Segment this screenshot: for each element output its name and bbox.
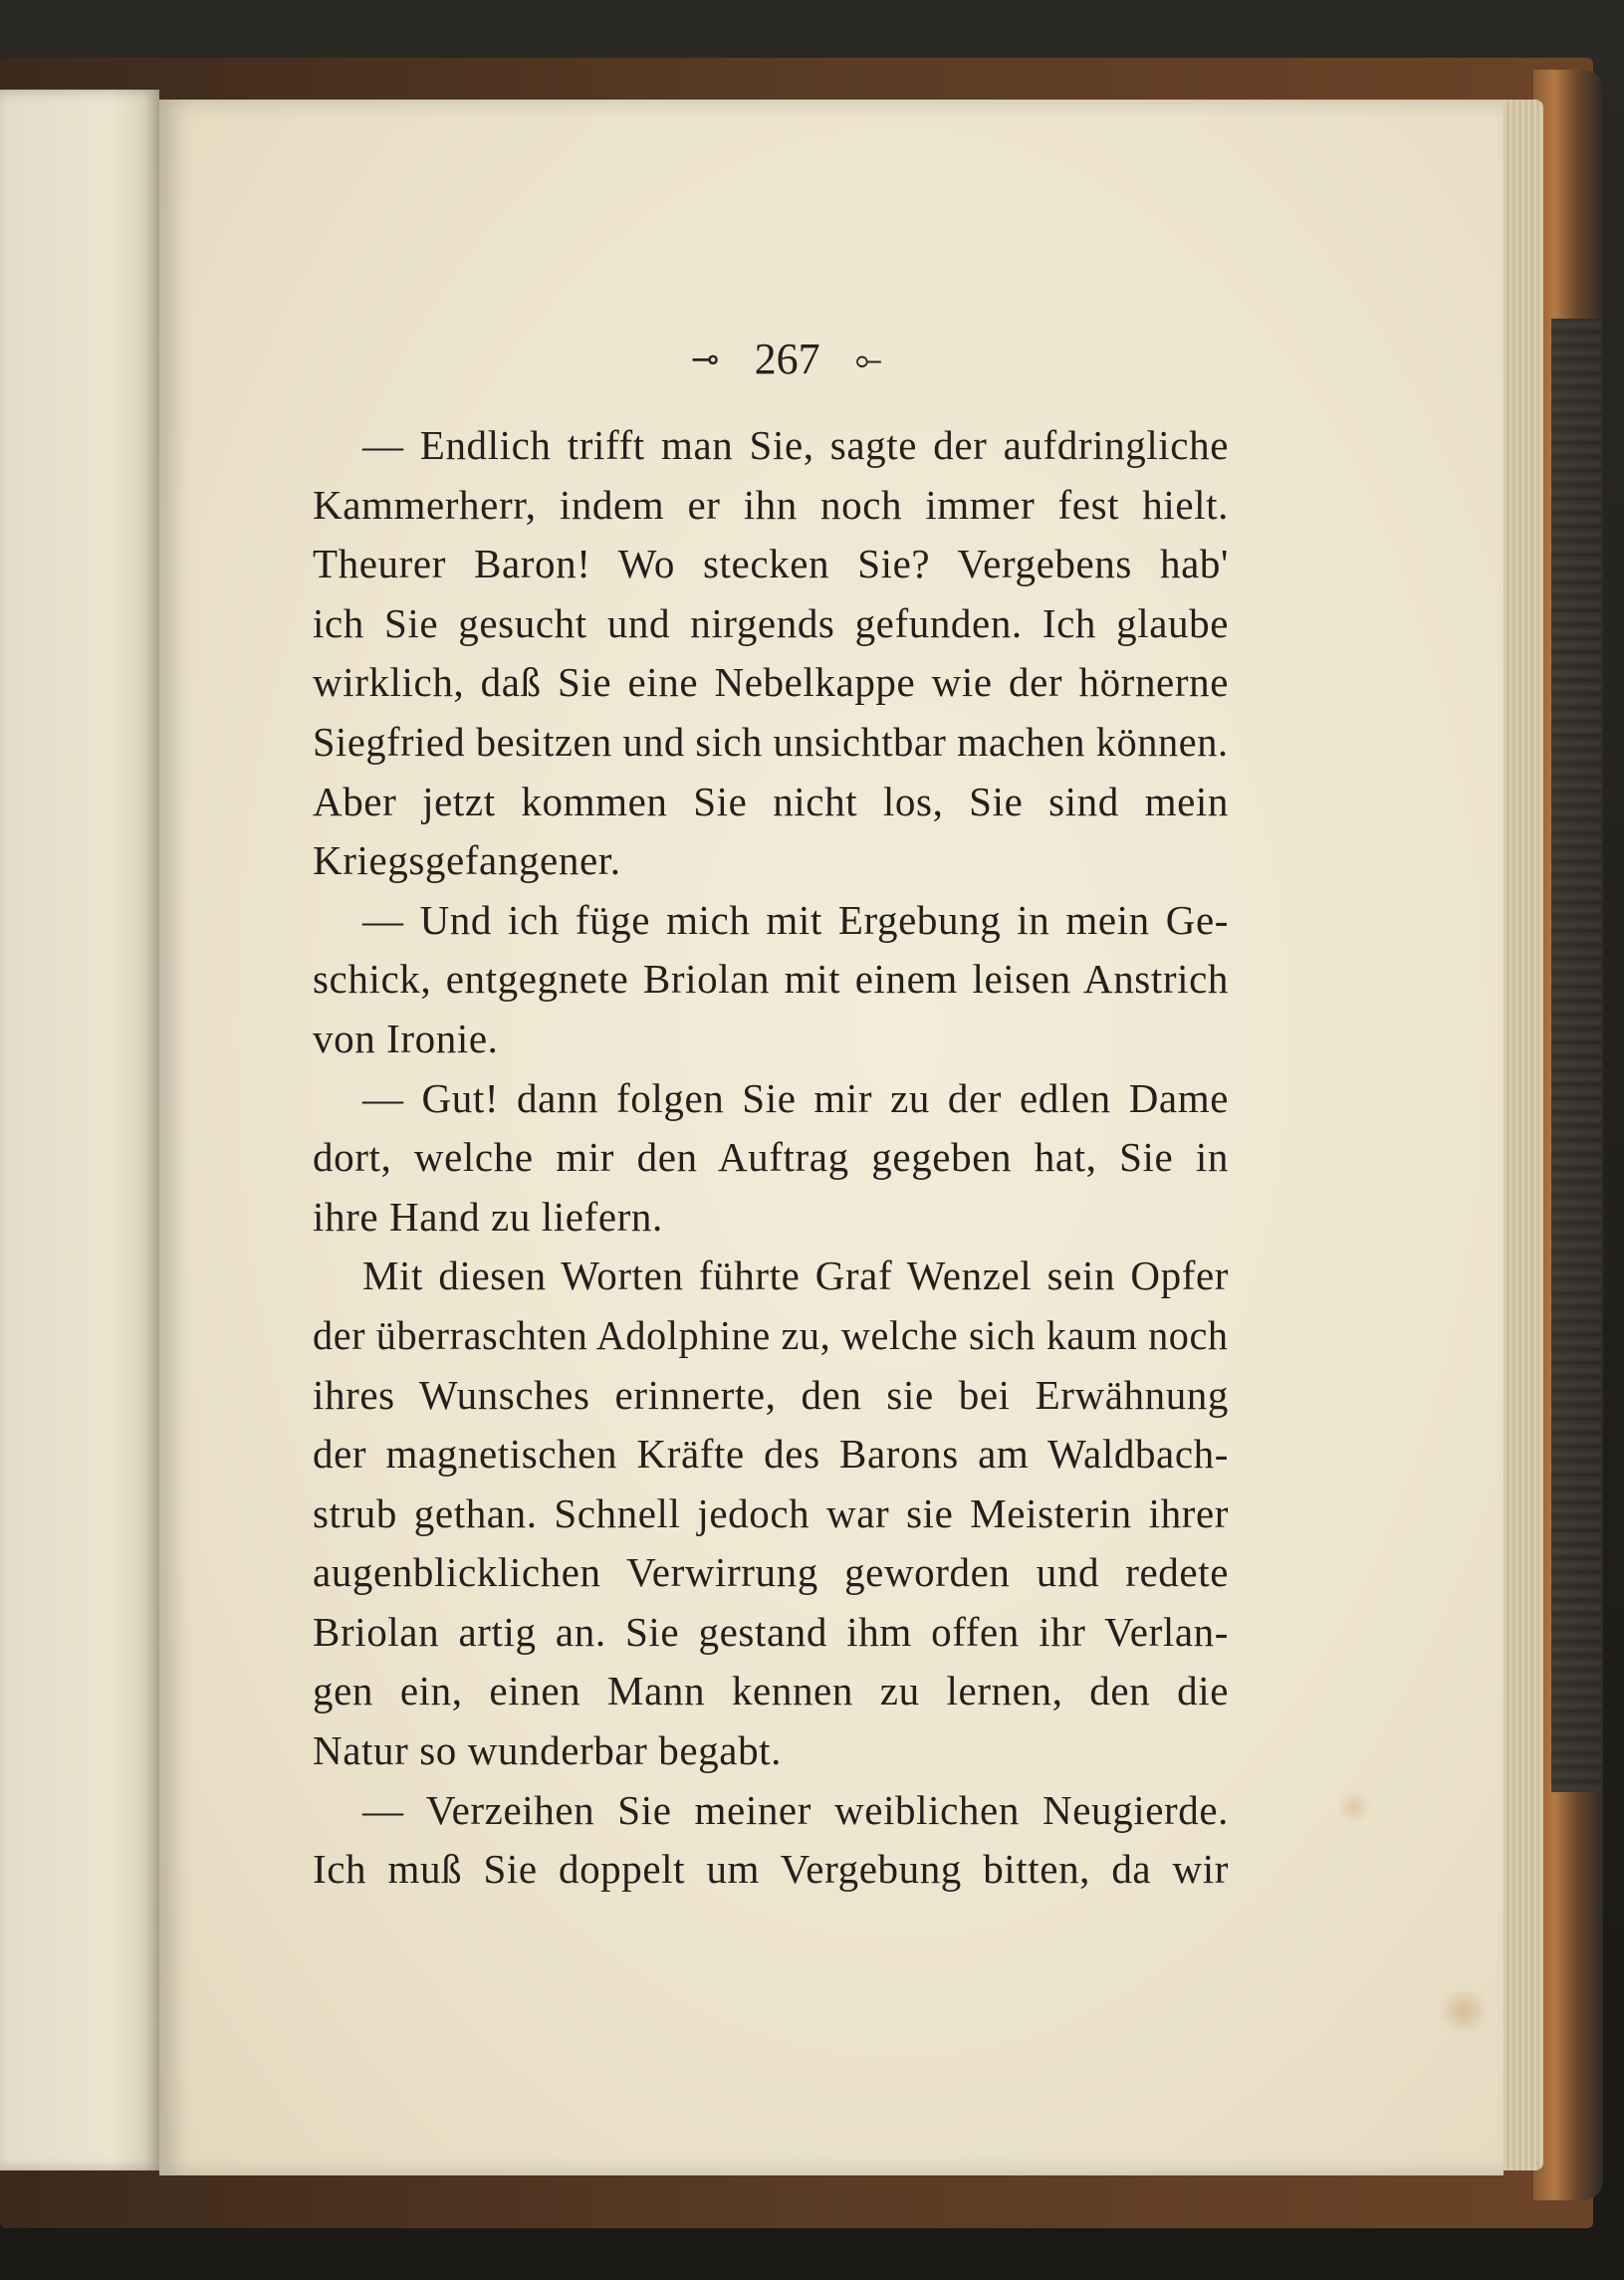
text-line: der magnetischen Kräfte des Barons am Waldbach- bbox=[313, 1431, 1229, 1478]
text-line: gen ein, einen Mann kennen zu lernen, den die bbox=[313, 1668, 1229, 1714]
left-page bbox=[0, 90, 159, 2170]
text-line: Natur so wunderbar begabt. bbox=[313, 1727, 783, 1774]
text-line: — Verzeihen Sie meiner weiblichen Neugierde. bbox=[362, 1786, 1229, 1833]
text-line: Kriegsgefangener. bbox=[313, 837, 621, 884]
text-line: Theurer Baron! Wo stecken Sie? Vergebens hab' bbox=[313, 541, 1229, 587]
text-line: dort, welche mir den Auftrag gegeben hat, Sie in bbox=[313, 1134, 1229, 1181]
ornament-right-icon: ⟜ bbox=[854, 339, 882, 379]
text-line: augenblicklichen Verwirrung geworden und redete bbox=[313, 1549, 1229, 1596]
page-number: 267 bbox=[754, 335, 820, 383]
text-line: strub gethan. Schnell jedoch war sie Meisterin ihrer bbox=[313, 1489, 1229, 1536]
text-line: wirklich, daß Sie eine Nebelkappe wie der hörnerne bbox=[313, 659, 1229, 706]
text-line: — Und ich füge mich mit Ergebung in mein Ge- bbox=[362, 896, 1229, 943]
body-text bbox=[313, 416, 1229, 1900]
text-line: Aber jetzt kommen Sie nicht los, Sie sind mein bbox=[313, 778, 1229, 824]
text-line: — Gut! dann folgen Sie mir zu der edlen Dame bbox=[362, 1074, 1229, 1121]
text-line: schick, entgegnete Briolan mit einem leisen Anstrich bbox=[313, 956, 1229, 1003]
text-line: Mit diesen Worten führte Graf Wenzel sein Opfer bbox=[362, 1253, 1229, 1299]
ornament-left-icon: ⊸ bbox=[691, 339, 720, 379]
text-line: der überraschten Adolphine zu, welche sich kaum noch bbox=[313, 1311, 1229, 1358]
text-line: von Ironie. bbox=[313, 1015, 499, 1061]
text-line: — Endlich trifft man Sie, sagte der aufdringliche bbox=[362, 422, 1229, 468]
text-line: Siegfried besitzen und sich unsichtbar machen können. bbox=[313, 718, 1229, 765]
paper-stain bbox=[1334, 1792, 1374, 1822]
paper-stain bbox=[1434, 1991, 1494, 2031]
text-line: Ich muß Sie doppelt um Vergebung bitten, da wir bbox=[313, 1846, 1229, 1893]
text-line: Kammerherr, indem er ihn noch immer fest hielt. bbox=[313, 481, 1229, 528]
page-header bbox=[637, 334, 936, 393]
text-line: ihres Wunsches erinnerte, den sie bei Erwähnung bbox=[313, 1371, 1229, 1418]
text-line: Briolan artig an. Sie gestand ihm offen ihr Verlan- bbox=[313, 1608, 1229, 1655]
text-line: ich Sie gesucht und nirgends gefunden. Ich glaube bbox=[313, 599, 1229, 646]
text-line: ihre Hand zu liefern. bbox=[313, 1193, 663, 1240]
cover-texture bbox=[1551, 319, 1601, 1792]
